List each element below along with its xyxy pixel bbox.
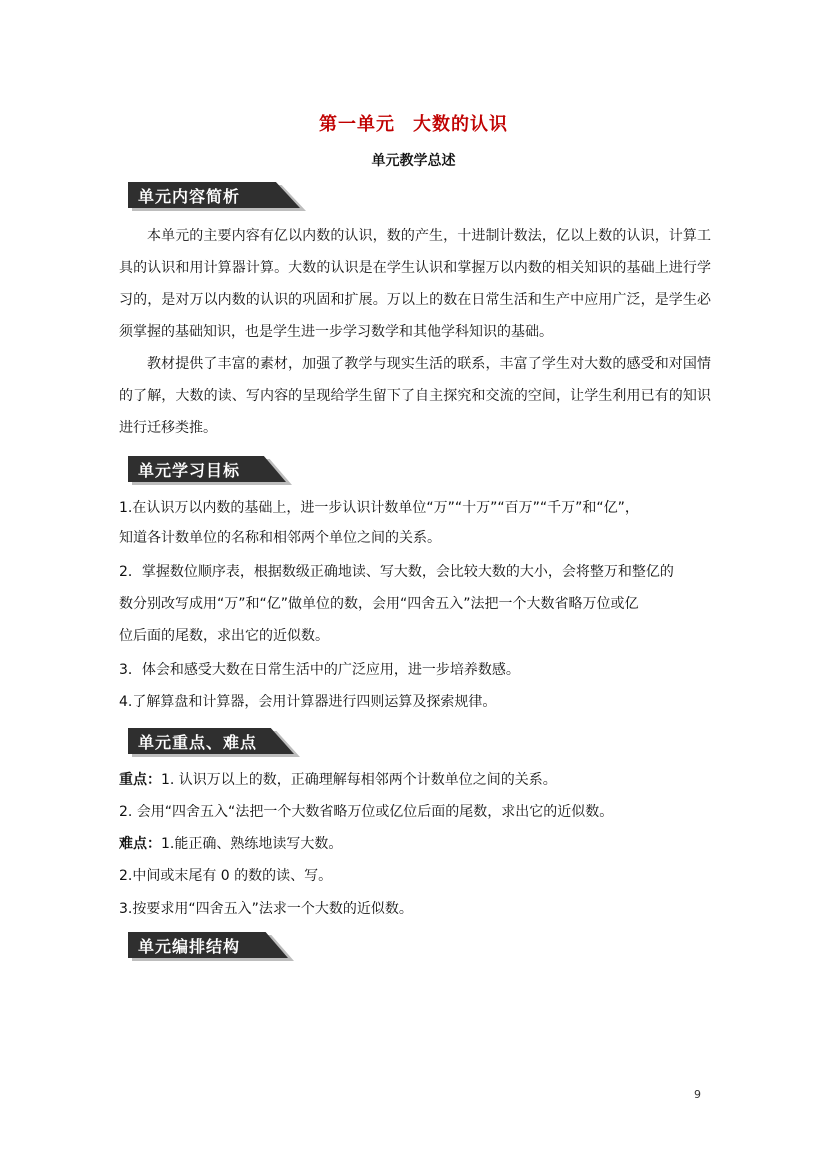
section-banner-content [128,180,306,210]
focus-item [119,764,719,796]
section-heading: 单元内容简析 [138,187,241,206]
content-paragraph-1: 本单元的主要内容有亿以内数的认识，数的产生，十进制计数法，亿以上数的认识，计算工具的认识和用计算器计算。大数的认识是在学生认识和掌握万以内数的相关知识的基础上进行学习的，是对万以内数的认识的巩固和扩展。万以上的数在日常生活和生产中应用广泛，是学生必须掌握的基础知识，也是学生进一步学习数学和其他学科知识的基础。 [119,228,711,340]
section-heading: 单元学习目标 [138,461,241,480]
difficulty-item: 2.中间或末尾有 0 的数的读、写。 [119,868,333,884]
focus-item: 2. 会用“四舍五入“法把一个大数省略万位或亿位后面的尾数，求出它的近似数。 [119,804,614,820]
section-heading: 单元重点、难点 [138,733,258,752]
section-banner-keypoints [128,726,300,756]
goal-item: 2．掌握数位顺序表，根据数级正确地读、写大数，会比较大数的大小，会将整万和整亿的 [119,564,674,580]
difficulty-item: 3.按要求用“四舍五入”法求一个大数的近似数。 [119,901,413,917]
unit-subtitle: 单元教学总述 [371,153,456,169]
goal-item: 数分别改写成用“万”和“亿”做单位的数，会用“四舍五入”法把一个大数省略万位或亿 [119,596,639,612]
focus-label: 重点： [119,772,161,788]
goal-item: 1.在认识万以内数的基础上，进一步认识计数单位“万”“十万”“百万”“千万”和“亿”， [119,500,639,516]
content-paragraph-2: 教材提供了丰富的素材，加强了教学与现实生活的联系，丰富了学生对大数的感受和对国情的了解，大数的读、写内容的呈现给学生留下了自主探究和交流的空间，让学生利用已有的知识进行迁移类推。 [119,356,711,436]
page-number: 9 [694,1088,701,1101]
goal-item: 3．体会和感受大数在日常生活中的广泛应用，进一步培养数感。 [119,662,520,678]
unit-number: 第一单元 [319,114,395,135]
focus-text: 1. 认识万以上的数，正确理解每相邻两个计数单位之间的关系。 [161,772,557,788]
goal-item: 4.了解算盘和计算器，会用计算器进行四则运算及探索规律。 [119,694,497,710]
section-heading: 单元编排结构 [138,937,241,956]
goal-item: 位后面的尾数，求出它的近似数。 [119,628,329,644]
unit-title [0,110,827,136]
unit-name: 大数的认识 [413,114,508,135]
goal-item: 知道各计数单位的名称和相邻两个单位之间的关系。 [119,530,441,546]
section-banner-structure [128,930,294,960]
difficulty-text: 1.能正确、熟练地读写大数。 [161,836,343,852]
difficulty-label: 难点： [119,836,161,852]
difficulty-item [119,828,719,860]
section-banner-goals [128,454,293,484]
